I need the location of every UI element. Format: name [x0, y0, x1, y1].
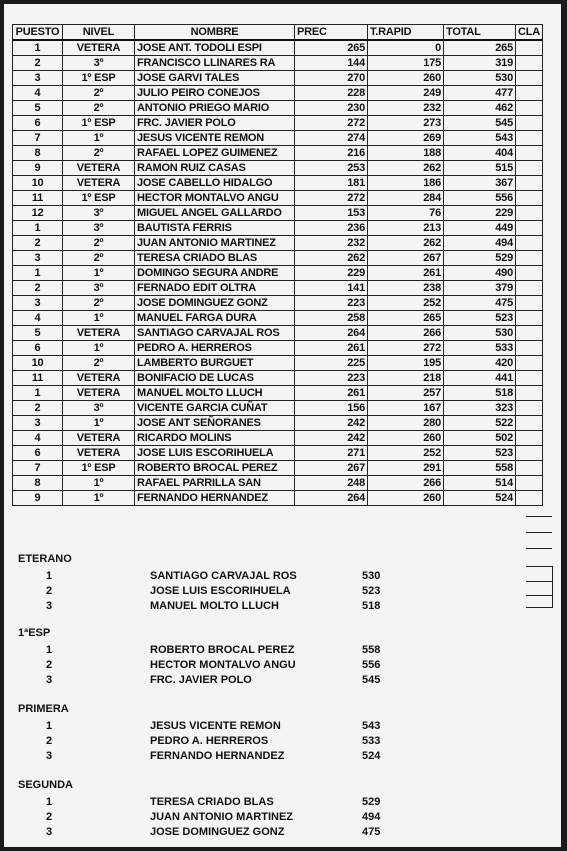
- table-header-row: [13, 25, 543, 41]
- cell-total: 558: [444, 461, 516, 476]
- cell-prec: 253: [295, 161, 368, 176]
- cell-total: 379: [444, 281, 516, 296]
- table-row: [13, 191, 543, 206]
- cell-prec: 156: [295, 401, 368, 416]
- table-row: [13, 86, 543, 101]
- cell-nivel: 2º: [63, 296, 135, 311]
- cell-cla: [516, 146, 543, 161]
- cell-cla: [516, 221, 543, 236]
- header-t-rapid: T.RAPID: [368, 25, 444, 41]
- cell-nivel: 1º: [63, 491, 135, 506]
- cell-prec: 272: [295, 191, 368, 206]
- cell-puesto: 5: [13, 101, 63, 116]
- cell-total: 420: [444, 356, 516, 371]
- cell-nombre: PEDRO A. HERREROS: [135, 341, 295, 356]
- cell-puesto: 8: [13, 146, 63, 161]
- cell-cla: [516, 341, 543, 356]
- list-item: 3 JOSE DOMINGUEZ GONZ 475: [45, 826, 381, 838]
- cell-puesto: 12: [13, 206, 63, 221]
- cell-puesto: 6: [13, 341, 63, 356]
- cell-cla: [516, 131, 543, 146]
- cell-nivel: 1º ESP: [63, 461, 135, 476]
- cell-nombre: RAMON RUIZ CASAS: [135, 161, 295, 176]
- cell-total: 514: [444, 476, 516, 491]
- cell-total: 490: [444, 266, 516, 281]
- cell-prec: 229: [295, 266, 368, 281]
- cell-puesto: 6: [13, 116, 63, 131]
- cell-nivel: 1º: [63, 416, 135, 431]
- cell-total: 523: [444, 311, 516, 326]
- table-row: [13, 281, 543, 296]
- table-row: [13, 251, 543, 266]
- table-row: [13, 266, 543, 281]
- list-item: 3 FERNANDO HERNANDEZ 524: [45, 750, 381, 762]
- cell-puesto: 8: [13, 476, 63, 491]
- list-item: 1 JESUS VICENTE REMON 543: [45, 720, 381, 732]
- table-row: [13, 311, 543, 326]
- table-row: [13, 131, 543, 146]
- cell-nombre: DOMINGO SEGURA ANDRE: [135, 266, 295, 281]
- cell-puesto: 1: [13, 386, 63, 401]
- cell-puesto: 4: [13, 311, 63, 326]
- cell-nivel: 2º: [63, 86, 135, 101]
- cell-cla: [516, 116, 543, 131]
- cell-total: 229: [444, 206, 516, 221]
- cell-cla: [516, 161, 543, 176]
- cell-cla: [516, 431, 543, 446]
- cell-nombre: MANUEL FARGA DURA: [135, 311, 295, 326]
- cell-nombre: BAUTISTA FERRIS: [135, 221, 295, 236]
- cell-puesto: 9: [13, 161, 63, 176]
- table-row: [13, 56, 543, 71]
- table-row: [13, 401, 543, 416]
- table-row: [13, 326, 543, 341]
- header-puesto: PUESTO: [13, 25, 63, 41]
- cell-prec: 272: [295, 116, 368, 131]
- cell-cla: [516, 386, 543, 401]
- cell-total: 530: [444, 326, 516, 341]
- cell-nombre: FERNANDO HERNANDEZ: [135, 491, 295, 506]
- cell-prec: 144: [295, 56, 368, 71]
- cell-cla: [516, 476, 543, 491]
- cell-nombre: SANTIAGO CARVAJAL ROS: [135, 326, 295, 341]
- list-item: 2 JUAN ANTONIO MARTINEZ 494: [45, 811, 381, 823]
- cell-total: 404: [444, 146, 516, 161]
- cell-total: 529: [444, 251, 516, 266]
- cell-puesto: 7: [13, 131, 63, 146]
- cell-nombre: MANUEL MOLTO LLUCH: [135, 386, 295, 401]
- cell-puesto: 2: [13, 401, 63, 416]
- cell-nombre: MIGUEL ANGEL GALLARDO: [135, 206, 295, 221]
- cell-total: 522: [444, 416, 516, 431]
- cell-nivel: 2º: [63, 251, 135, 266]
- list-item: 1 SANTIAGO CARVAJAL ROS 530: [45, 570, 381, 582]
- cell-nombre: ANTONIO PRIEGO MARIO: [135, 101, 295, 116]
- results-table: [12, 24, 543, 506]
- cell-puesto: 1: [13, 266, 63, 281]
- table-row: [13, 296, 543, 311]
- cell-nivel: 2º: [63, 356, 135, 371]
- cell-puesto: 1: [13, 221, 63, 236]
- cell-cla: [516, 176, 543, 191]
- cell-cla: [516, 266, 543, 281]
- cell-nombre: FRANCISCO LLINARES RA: [135, 56, 295, 71]
- cell-cla: [516, 71, 543, 86]
- cell-nivel: VETERA: [63, 446, 135, 461]
- cell-puesto: 1: [13, 40, 63, 56]
- cell-total: 319: [444, 56, 516, 71]
- cell-total: 462: [444, 101, 516, 116]
- table-row: [13, 341, 543, 356]
- list-item: 1 TERESA CRIADO BLAS 529: [45, 796, 381, 808]
- cell-prec: 216: [295, 146, 368, 161]
- cell-nombre: JOSE LUIS ESCORIHUELA: [135, 446, 295, 461]
- cell-prec: 223: [295, 371, 368, 386]
- cell-t-rapid: 262: [368, 161, 444, 176]
- cell-prec: 153: [295, 206, 368, 221]
- cell-puesto: 2: [13, 56, 63, 71]
- cell-nombre: FERNADO EDIT OLTRA: [135, 281, 295, 296]
- cell-prec: 265: [295, 40, 368, 56]
- cell-t-rapid: 284: [368, 191, 444, 206]
- cell-nivel: 3º: [63, 221, 135, 236]
- cell-nivel: 2º: [63, 101, 135, 116]
- cell-prec: 242: [295, 431, 368, 446]
- cell-cla: [516, 251, 543, 266]
- cell-puesto: 3: [13, 251, 63, 266]
- cell-nombre: RICARDO MOLINS: [135, 431, 295, 446]
- cell-prec: 181: [295, 176, 368, 191]
- cell-t-rapid: 186: [368, 176, 444, 191]
- cell-puesto: 6: [13, 446, 63, 461]
- cell-t-rapid: 167: [368, 401, 444, 416]
- results-body: [13, 40, 543, 506]
- cell-t-rapid: 252: [368, 446, 444, 461]
- cell-t-rapid: 260: [368, 71, 444, 86]
- cell-nombre: JOSE CABELLO HIDALGO: [135, 176, 295, 191]
- cell-nombre: JUAN ANTONIO MARTINEZ: [135, 236, 295, 251]
- cell-t-rapid: 262: [368, 236, 444, 251]
- table-row: [13, 161, 543, 176]
- cell-prec: 141: [295, 281, 368, 296]
- category-segunda: [18, 778, 558, 840]
- header-nivel: NIVEL: [63, 25, 135, 41]
- list-item: 3 FRC. JAVIER POLO 545: [45, 674, 381, 686]
- cell-prec: 236: [295, 221, 368, 236]
- cell-nombre: JOSE GARVI TALES: [135, 71, 295, 86]
- cell-cla: [516, 206, 543, 221]
- cell-cla: [516, 401, 543, 416]
- cell-nivel: 3º: [63, 401, 135, 416]
- cell-nivel: VETERA: [63, 176, 135, 191]
- cell-total: 556: [444, 191, 516, 206]
- cell-total: 523: [444, 446, 516, 461]
- category-title: SEGUNDA: [18, 779, 74, 791]
- cell-t-rapid: 175: [368, 56, 444, 71]
- cell-nivel: 1º ESP: [63, 71, 135, 86]
- cell-puesto: 9: [13, 491, 63, 506]
- cell-t-rapid: 188: [368, 146, 444, 161]
- cell-t-rapid: 260: [368, 431, 444, 446]
- cell-t-rapid: 218: [368, 371, 444, 386]
- cell-prec: 230: [295, 101, 368, 116]
- cell-t-rapid: 280: [368, 416, 444, 431]
- cell-t-rapid: 213: [368, 221, 444, 236]
- cell-nivel: 1º: [63, 476, 135, 491]
- cell-nivel: VETERA: [63, 386, 135, 401]
- cell-prec: 262: [295, 251, 368, 266]
- header-prec: PREC: [295, 25, 368, 41]
- cell-prec: 270: [295, 71, 368, 86]
- cell-nivel: VETERA: [63, 161, 135, 176]
- cell-total: 265: [444, 40, 516, 56]
- cell-nombre: FRC. JAVIER POLO: [135, 116, 295, 131]
- table-row: [13, 476, 543, 491]
- cell-cla: [516, 491, 543, 506]
- table-row: [13, 206, 543, 221]
- cell-puesto: 5: [13, 326, 63, 341]
- cell-prec: 264: [295, 491, 368, 506]
- cell-prec: 225: [295, 356, 368, 371]
- cell-nivel: 3º: [63, 281, 135, 296]
- cell-nombre: JESUS VICENTE REMON: [135, 131, 295, 146]
- cell-t-rapid: 195: [368, 356, 444, 371]
- cell-t-rapid: 76: [368, 206, 444, 221]
- cell-t-rapid: 269: [368, 131, 444, 146]
- cell-cla: [516, 56, 543, 71]
- cell-total: 323: [444, 401, 516, 416]
- category-1esp: [18, 626, 558, 688]
- cell-prec: 271: [295, 446, 368, 461]
- cell-nivel: 1º: [63, 311, 135, 326]
- cell-puesto: 2: [13, 236, 63, 251]
- cell-t-rapid: 291: [368, 461, 444, 476]
- header-nombre: NOMBRE: [135, 25, 295, 41]
- table-row: [13, 431, 543, 446]
- cell-total: 533: [444, 341, 516, 356]
- cell-t-rapid: 252: [368, 296, 444, 311]
- list-item: 3 MANUEL MOLTO LLUCH 518: [45, 600, 381, 612]
- cell-puesto: 3: [13, 416, 63, 431]
- table-row: [13, 356, 543, 371]
- cell-nivel: 2º: [63, 236, 135, 251]
- cell-t-rapid: 249: [368, 86, 444, 101]
- cell-t-rapid: 266: [368, 326, 444, 341]
- cell-nombre: BONIFACIO DE LUCAS: [135, 371, 295, 386]
- table-row: [13, 71, 543, 86]
- table-row: [13, 101, 543, 116]
- cell-nombre: LAMBERTO BURGUET: [135, 356, 295, 371]
- cell-t-rapid: 261: [368, 266, 444, 281]
- cell-prec: 258: [295, 311, 368, 326]
- list-item: 2 HECTOR MONTALVO ANGU 556: [45, 659, 381, 671]
- cell-nivel: 1º: [63, 266, 135, 281]
- table-row: [13, 461, 543, 476]
- cell-prec: 248: [295, 476, 368, 491]
- table-row: [13, 146, 543, 161]
- table-row: [13, 416, 543, 431]
- table-row: [13, 40, 543, 56]
- cell-puesto: 11: [13, 191, 63, 206]
- cell-cla: [516, 40, 543, 56]
- cell-prec: 274: [295, 131, 368, 146]
- cell-t-rapid: 238: [368, 281, 444, 296]
- list-item: 2 PEDRO A. HERREROS 533: [45, 735, 381, 747]
- cell-total: 502: [444, 431, 516, 446]
- cell-t-rapid: 232: [368, 101, 444, 116]
- cell-prec: 264: [295, 326, 368, 341]
- cell-total: 518: [444, 386, 516, 401]
- cell-nivel: 1º ESP: [63, 191, 135, 206]
- cell-cla: [516, 356, 543, 371]
- cell-t-rapid: 0: [368, 40, 444, 56]
- cell-cla: [516, 446, 543, 461]
- table-row: [13, 371, 543, 386]
- cell-t-rapid: 273: [368, 116, 444, 131]
- cell-puesto: 7: [13, 461, 63, 476]
- cell-cla: [516, 461, 543, 476]
- cell-nivel: VETERA: [63, 371, 135, 386]
- list-item: 1 ROBERTO BROCAL PEREZ 558: [45, 644, 381, 656]
- table-row: [13, 221, 543, 236]
- cell-nivel: 3º: [63, 206, 135, 221]
- cell-nivel: VETERA: [63, 40, 135, 56]
- cell-total: 475: [444, 296, 516, 311]
- cell-cla: [516, 191, 543, 206]
- category-veterano: [18, 552, 558, 614]
- category-title: PRIMERA: [18, 703, 69, 715]
- cell-nivel: 2º: [63, 146, 135, 161]
- cell-cla: [516, 86, 543, 101]
- cell-prec: 228: [295, 86, 368, 101]
- cell-t-rapid: 267: [368, 251, 444, 266]
- category-title: 1ªESP: [18, 627, 51, 639]
- cell-nivel: VETERA: [63, 431, 135, 446]
- table-row: [13, 236, 543, 251]
- cell-nombre: JOSE DOMINGUEZ GONZ: [135, 296, 295, 311]
- cell-nombre: HECTOR MONTALVO ANGU: [135, 191, 295, 206]
- cell-puesto: 2: [13, 281, 63, 296]
- cell-nombre: ROBERTO BROCAL PEREZ: [135, 461, 295, 476]
- cell-total: 494: [444, 236, 516, 251]
- cell-puesto: 11: [13, 371, 63, 386]
- cell-t-rapid: 260: [368, 491, 444, 506]
- category-primera: [18, 702, 558, 764]
- cell-cla: [516, 281, 543, 296]
- cell-cla: [516, 101, 543, 116]
- cell-prec: 232: [295, 236, 368, 251]
- table-row: [13, 491, 543, 506]
- cell-total: 515: [444, 161, 516, 176]
- cell-nombre: JOSE ANT. TODOLI ESPI: [135, 40, 295, 56]
- cell-total: 477: [444, 86, 516, 101]
- cell-total: 530: [444, 71, 516, 86]
- table-row: [13, 116, 543, 131]
- cell-puesto: 4: [13, 86, 63, 101]
- cell-prec: 261: [295, 386, 368, 401]
- cell-t-rapid: 265: [368, 311, 444, 326]
- cell-nivel: VETERA: [63, 326, 135, 341]
- cell-puesto: 4: [13, 431, 63, 446]
- table-row: [13, 176, 543, 191]
- category-title: ETERANO: [18, 553, 72, 565]
- cell-total: 524: [444, 491, 516, 506]
- table-row: [13, 386, 543, 401]
- cell-prec: 242: [295, 416, 368, 431]
- cell-nombre: JULIO PEIRO CONEJOS: [135, 86, 295, 101]
- cell-t-rapid: 266: [368, 476, 444, 491]
- cell-total: 367: [444, 176, 516, 191]
- header-total: TOTAL: [444, 25, 516, 41]
- table-row: [13, 446, 543, 461]
- cell-cla: [516, 371, 543, 386]
- cell-t-rapid: 272: [368, 341, 444, 356]
- cell-total: 449: [444, 221, 516, 236]
- cell-puesto: 10: [13, 176, 63, 191]
- cell-nombre: JOSE ANT SEÑORANES: [135, 416, 295, 431]
- results-sheet: [4, 4, 561, 847]
- cell-puesto: 3: [13, 296, 63, 311]
- header-cla: CLA: [516, 25, 543, 41]
- cell-cla: [516, 416, 543, 431]
- cell-puesto: 10: [13, 356, 63, 371]
- cell-nivel: 1º: [63, 341, 135, 356]
- cell-prec: 261: [295, 341, 368, 356]
- cell-total: 441: [444, 371, 516, 386]
- cell-prec: 223: [295, 296, 368, 311]
- cell-nivel: 3º: [63, 56, 135, 71]
- cell-nombre: TERESA CRIADO BLAS: [135, 251, 295, 266]
- list-item: 2 JOSE LUIS ESCORIHUELA 523: [45, 585, 381, 597]
- cell-total: 545: [444, 116, 516, 131]
- cell-prec: 267: [295, 461, 368, 476]
- cell-nombre: RAFAEL LOPEZ GUIMENEZ: [135, 146, 295, 161]
- cell-cla: [516, 296, 543, 311]
- cell-nombre: VICENTE GARCIA CUÑAT: [135, 401, 295, 416]
- cell-total: 543: [444, 131, 516, 146]
- cell-puesto: 3: [13, 71, 63, 86]
- cell-nivel: 1º ESP: [63, 116, 135, 131]
- cell-cla: [516, 236, 543, 251]
- cell-cla: [516, 311, 543, 326]
- cell-nombre: RAFAEL PARRILLA SAN: [135, 476, 295, 491]
- cell-nivel: 1º: [63, 131, 135, 146]
- cell-t-rapid: 257: [368, 386, 444, 401]
- cell-cla: [516, 326, 543, 341]
